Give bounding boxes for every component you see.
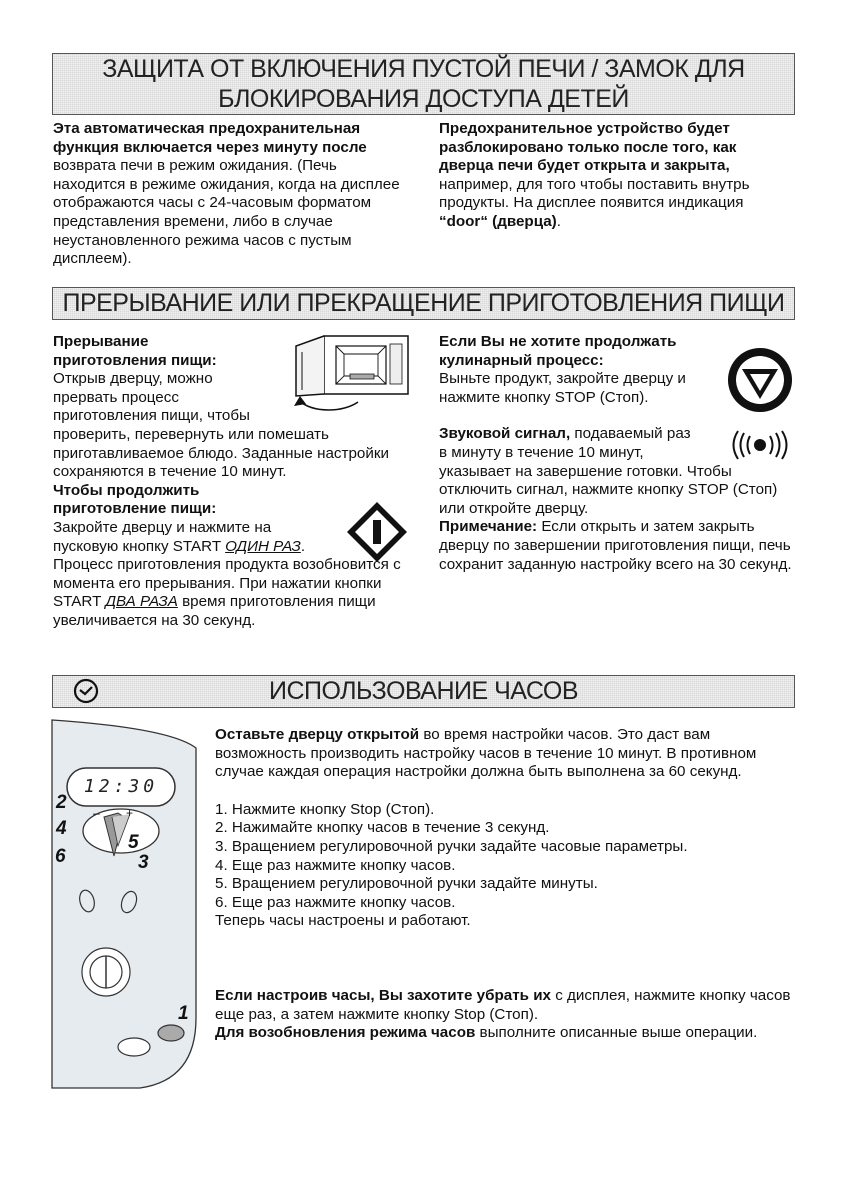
pause-rest: проверить, перевернуть или помешать приготавливаемое блюдо. Заданные настройки сохраняются в течение 10 минут. [53,425,389,481]
pause-line: прервать процесс [53,388,179,406]
control-panel-illustration [50,718,200,1090]
title-text: ПРЕРЫВАНИЕ ИЛИ ПРЕКРАЩЕНИЕ ПРИГОТОВЛЕНИЯ ПИЩИ [62,289,785,317]
section-title-clock [52,675,795,708]
resume-heading-2: приготовление пищи: [53,500,217,518]
stop-line: нажмите кнопку STOP (Стоп). [439,388,649,406]
punct: . [300,537,306,555]
display-time: 12:30 [83,776,159,797]
step-item: 2. Нажимайте кнопку часов в течение 3 секунд. [215,819,550,837]
pause-heading: Прерывание [53,333,149,350]
child-lock-right-bold: Предохранительное устройство будет разблокировано только после того, как дверца печи будет открыта и закрыта, [439,120,737,175]
intro-text: во время настройки часов. Это даст вам возможность производить настройку часов в течение 10 минут. В противном случае каждая операция настройки должна быть выполнена за 60 секунд. [215,726,757,781]
section-title-child-lock [52,53,795,115]
steps-end: Теперь часы настроены и работают. [215,912,471,930]
remove-bold: Если настроив часы, Вы захотите убрать их [215,986,551,1004]
child-lock-left-body: возврата печи в режим ожидания. (Печь находится в режиме ожидания, когда на дисплее отображаются часы с 24-часовым форматом представления времени, либо в случае неустановленного режима часов с пустым дисплеем). [53,157,400,268]
stop-line: Выньте продукт, закройте дверцу и [439,370,686,388]
beep-line: в минуту в течение 10 минут, [439,443,644,461]
beep-line: подаваемый раз [570,425,691,443]
step-item: 3. Вращением регулировочной ручки задайте часовые параметры. [215,837,688,855]
stop-button-icon [727,347,793,413]
knob-minus: – [93,806,100,820]
step-item: 1. Нажмите кнопку Stop (Стоп). [215,800,435,818]
step-item: 4. Еще раз нажмите кнопку часов. [215,856,456,874]
step-item: 6. Еще раз нажмите кнопку часов. [215,893,456,911]
restore-bold: Для возобновления режима часов [215,1024,476,1042]
note-text: Если открыть и затем закрыть дверцу по завершении приготовления пищи, печь сохранит заданную настройку всего на 30 секунд. [439,518,792,573]
callout-5: 5 [128,832,139,853]
remove-text: с дисплея, нажмите кнопку часов еще раз, а затем нажмите кнопку Stop (Стоп). [215,986,791,1023]
resume-line: время приготовления пищи увеличивается на 30 секунд. [53,593,376,629]
resume-line: Процесс приготовления продукта возобновится с момента его прерывания. При нажатии кнопки START [53,556,401,611]
step-item: 5. Вращением регулировочной ручки задайте минуты. [215,875,598,893]
beep-rest: указывает на завершение готовки. Чтобы отключить сигнал, нажмите кнопку STOP (Стоп) или откройте дверцу. [439,462,778,517]
callout-1: 1 [178,1003,189,1024]
title-text: ИСПОЛЬЗОВАНИЕ ЧАСОВ [268,677,579,705]
resume-heading: Чтобы продолжить [53,481,200,499]
child-lock-left-text [53,120,403,269]
punct: . [556,212,561,230]
twice-emphasis: ДВА РАЗА [105,593,178,611]
restore-text: выполните описанные выше операции. [475,1024,758,1042]
section-title-interrupt [52,287,795,320]
intro-bold: Оставьте дверцу открытой [215,726,420,743]
resume-line: пусковую кнопку START [53,537,226,555]
beep-bold: Звуковой сигнал, [439,425,571,443]
child-lock-right-text [439,120,794,232]
knob-plus: + [126,806,134,820]
child-lock-right-body: например, для того чтобы поставить внутрь продукты. На дисплее появится индикация [439,175,750,212]
callout-3: 3 [138,852,149,873]
clock-steps [215,801,795,913]
pause-line: Открыв дверцу, можно [53,370,213,388]
pause-line: приготовления пищи, чтобы [53,407,250,425]
title-line-1: ЗАЩИТА ОТ ВКЛЮЧЕНИЯ ПУСТОЙ ПЕЧИ / ЗАМОК ДЛЯ [102,55,745,83]
resume-line: Закройте дверцу и нажмите на [53,518,272,536]
stop-heading-2: кулинарный процесс: [439,351,604,369]
once-emphasis: ОДИН РАЗ [225,537,301,555]
callout-4: 4 [56,818,67,839]
start-button-icon [345,500,409,564]
title-line-2: БЛОКИРОВАНИЯ ДОСТУПА ДЕТЕЙ [218,85,629,113]
beep-signal-icon [727,430,793,460]
pause-heading-2: приготовления пищи: [53,351,217,369]
clock-icon [72,678,100,704]
open-oven-icon [284,330,414,422]
child-lock-left-bold: Эта автоматическая предохранительная функция включается через минуту после [53,120,367,156]
door-indicator-text: “door“ (дверца) [439,212,557,230]
stop-heading: Если Вы не хотите продолжать [439,333,677,350]
clock-instructions [215,726,795,1043]
callout-2: 2 [56,792,67,813]
callout-6: 6 [55,846,66,867]
note-bold: Примечание: [439,518,538,536]
